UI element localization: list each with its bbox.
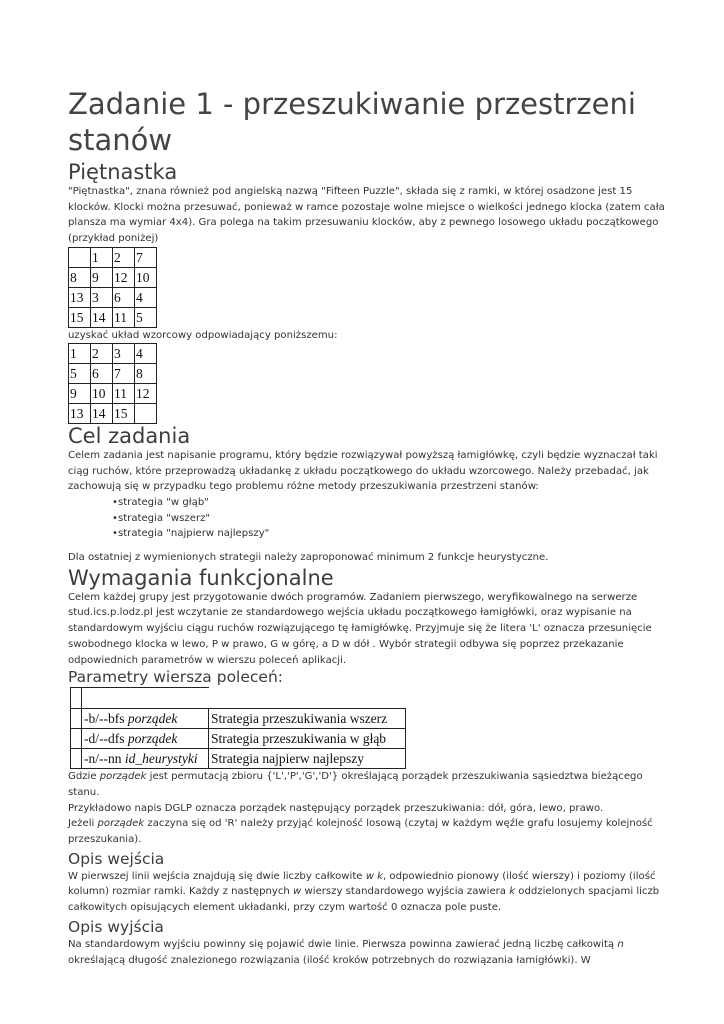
param-arg: porządek (127, 711, 178, 727)
list-item: •strategia "w głąb" (112, 496, 209, 508)
table-row (69, 267, 157, 287)
puzzle-cell: 10 (135, 267, 157, 287)
table-row (69, 363, 157, 383)
table-row (71, 729, 406, 749)
table-cell (71, 709, 82, 729)
heading-parametry: Parametry wiersza poleceń: (68, 668, 284, 687)
puzzle-cell: 6 (91, 363, 113, 383)
puzzle-cell: 5 (69, 363, 91, 383)
table-cell (71, 749, 82, 769)
heading-opis-wyjscia: Opis wyjścia (68, 917, 164, 936)
table-cell (209, 688, 406, 709)
heuristics-paragraph: Dla ostatniej z wymienionych strategii należy zaproponować minimum 2 funkcje heurystyczne. (68, 552, 549, 564)
puzzle-cell: 12 (135, 383, 157, 403)
param-description: Strategia przeszukiwania w głąb (209, 729, 406, 749)
puzzle-cell: 1 (69, 343, 91, 363)
param-flag: -d/--dfs (84, 731, 128, 747)
param-description: Strategia przeszukiwania wszerz (209, 709, 406, 729)
page-title: Zadanie 1 - przeszukiwanie przestrzeni stanów (68, 87, 636, 157)
strategy-list (68, 495, 668, 542)
output-paragraph: Na standardowym wyjściu powinny się pojawić dwie linie. Pierwsza powinna zawierać jedną liczbę całkowitą n określającą długość znalezionego rozwiązania (ilość kroków potrzebnych do rozwiązania łamigłówki). W (68, 938, 624, 966)
puzzle-cell: 2 (113, 247, 135, 267)
puzzle-cell (135, 403, 157, 423)
heading-cel-zadania: Cel zadania (68, 423, 191, 448)
param-arg: id_heurystyki (124, 751, 198, 767)
puzzle-cell: 5 (135, 307, 157, 327)
param-description: Strategia najpierw najlepszy (209, 749, 406, 769)
puzzle-cell: 10 (91, 383, 113, 403)
table-row (71, 709, 406, 729)
example-paragraph: Przykładowo napis DGLP oznacza porządek następujący porządek przeszukiwania: dół, góra, lewo, prawo. (68, 802, 604, 814)
puzzle-cell: 13 (69, 287, 91, 307)
puzzle-cell: 11 (113, 307, 135, 327)
puzzle-cell: 4 (135, 287, 157, 307)
puzzle-cell: 8 (69, 267, 91, 287)
puzzle-cell: 13 (69, 403, 91, 423)
param-arg: porządek (127, 731, 178, 747)
puzzle-cell: 8 (135, 363, 157, 383)
table-row (71, 688, 406, 709)
goal-puzzle-table (68, 343, 157, 424)
puzzle-cell: 2 (91, 343, 113, 363)
table-cell (71, 729, 82, 749)
goal-caption: uzyskać układ wzorcowy odpowiadający poniższemu: (68, 329, 338, 341)
order-paragraph: Gdzie porządek jest permutacją zbioru {'L','P','G','D'} określającą porządek przeszukiwania sąsiedztwa bieżącego stanu. (68, 771, 643, 798)
puzzle-cell: 6 (113, 287, 135, 307)
param-flag: -b/--bfs (84, 711, 128, 727)
puzzle-cell: 15 (113, 403, 135, 423)
puzzle-cell: 15 (69, 307, 91, 327)
table-cell (82, 688, 209, 709)
heading-opis-wejscia: Opis wejścia (68, 849, 165, 868)
requirements-paragraph: Celem każdej grupy jest przygotowanie dwóch programów. Zadaniem pierwszego, weryfikowalnego na serwerze stud.ics.p.lodz.pl jest wczytanie ze standardowego wejścia układu początkowego łamigłówki, oraz wypisanie na standardowym wyjściu ciągu ruchów rozwiązującego tę łamigłówkę. Przyjmuje się że litera 'L' oznacza przesunięcie swobodnego klocka w lewo, P w prawo, G w górę, a D w dół . Wybór strategii odbywa się poprzez przekazanie odpowiednich parametrów w wierszu poleceń aplikacji. (68, 591, 652, 666)
param-option (82, 729, 209, 749)
table-row (69, 287, 157, 307)
puzzle-cell: 7 (113, 363, 135, 383)
table-row (69, 383, 157, 403)
random-order-paragraph: Jeżeli porządek zaczyna się od 'R' należy przyjąć kolejność losową (czytaj w każdym węźle grafu losujemy kolejność przeszukania). (68, 818, 653, 846)
param-flag: -n/--nn (84, 751, 125, 767)
puzzle-cell: 7 (135, 247, 157, 267)
puzzle-cell: 14 (91, 307, 113, 327)
input-paragraph: W pierwszej linii wejścia znajdują się dwie liczby całkowite w k, odpowiednio pionowy (ilość wierszy) i poziomy (ilość kolumn) rozmiar ramki. Każdy z następnych w wierszy standardowego wyjścia zawiera k oddzielonych spacjami liczb całkowitych opisujących element układanki, przy czym wartość 0 oznacza pole puste. (68, 870, 660, 914)
param-option (82, 749, 209, 769)
param-option (82, 709, 209, 729)
puzzle-cell: 3 (113, 343, 135, 363)
puzzle-cell: 14 (91, 403, 113, 423)
table-row (71, 749, 406, 769)
list-item: •strategia "wszerz" (112, 512, 211, 524)
start-puzzle-table (68, 247, 157, 328)
table-row (69, 343, 157, 363)
list-item: •strategia "najpierw najlepszy" (112, 528, 270, 540)
table-row (69, 307, 157, 327)
puzzle-cell: 3 (91, 287, 113, 307)
puzzle-cell: 12 (113, 267, 135, 287)
table-cell (71, 688, 82, 709)
puzzle-cell: 1 (91, 247, 113, 267)
puzzle-cell: 9 (91, 267, 113, 287)
puzzle-cell: 9 (69, 383, 91, 403)
params-table (70, 687, 406, 769)
table-row (69, 247, 157, 267)
puzzle-cell: 11 (113, 383, 135, 403)
puzzle-cell (69, 247, 91, 267)
goal-paragraph: Celem zadania jest napisanie programu, który będzie rozwiązywał powyższą łamigłówkę, czyli będzie wyznaczał taki ciąg ruchów, które przeprowadzą układankę z układu początkowego do układu wzorcowego. Należy przebadać, jak zachowują się w przypadku tego problemu różne metody przeszukiwania przestrzeni stanów: (68, 449, 658, 493)
heading-pietnastka: Piętnastka (68, 160, 178, 184)
table-row (69, 403, 157, 423)
heading-wymagania: Wymagania funkcjonalne (68, 565, 334, 590)
intro-paragraph: "Piętnastka", znana również pod angielską nazwą "Fifteen Puzzle", składa się z ramki, w której osadzone jest 15 klocków. Klocki można przesuwać, ponieważ w ramce pozostaje wolne miejsce o wielkości jednego klocka (zatem cała plansza ma wymiar 4x4). Gra polega na takim przesuwaniu klocków, aby z pewnego losowego układu początkowego (przykład poniżej) (68, 186, 665, 245)
puzzle-cell: 4 (135, 343, 157, 363)
